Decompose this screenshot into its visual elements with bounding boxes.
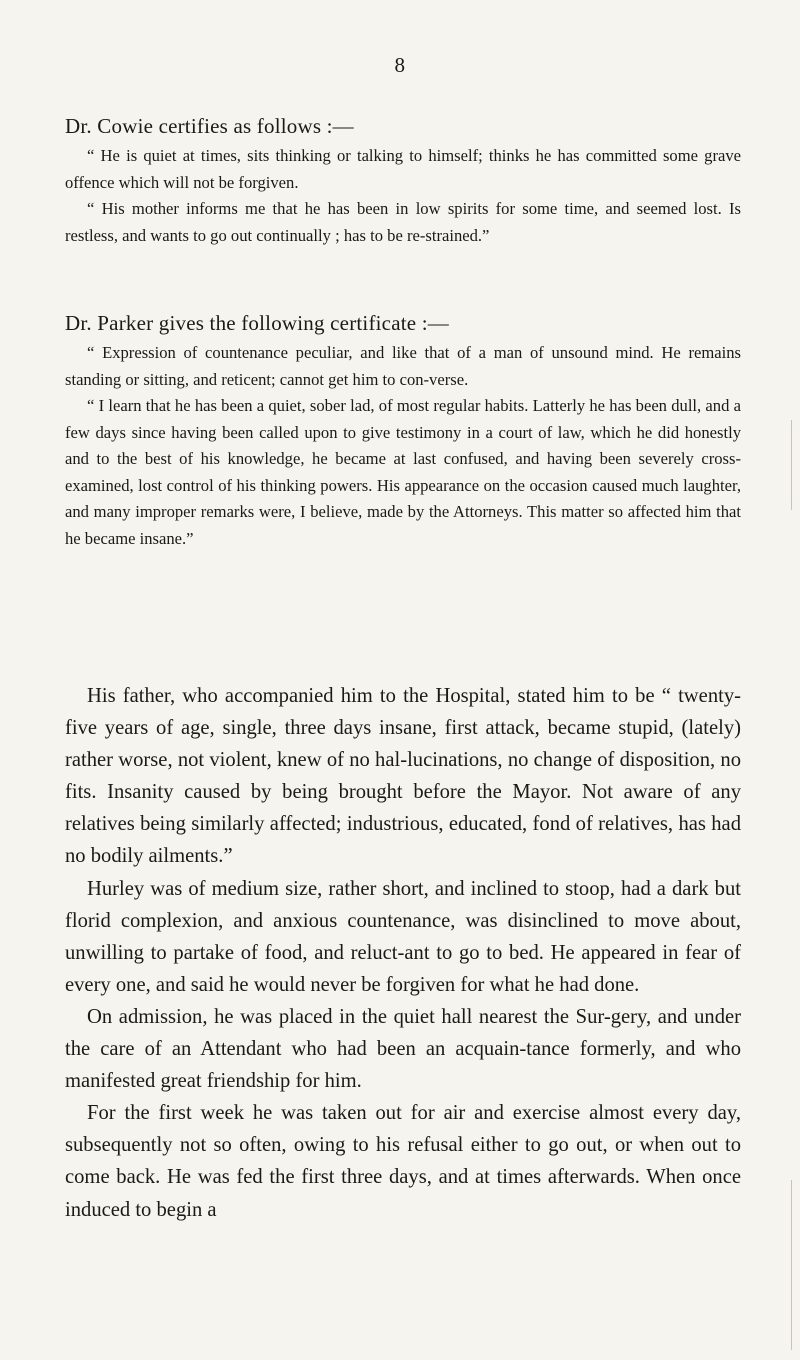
page-number: 8	[394, 53, 406, 77]
body-paragraph: For the first week he was taken out for air and exercise almost every day, subsequently not so often, owing to his refusal either to go out, or when out to come back. He was fed the first three days, and at times afterwards. When once induced to begin a	[65, 1102, 741, 1221]
quote-paragraph: “ I learn that he has been a quiet, sober lad, of most regular habits. Latterly he has been dull, and a few days since having been called upon to give testimony in a court of law, which he did honestly and to the best of his knowledge, he became at last confused, and having been severely cross-examined, lost control of his thinking powers. His appearance on the occasion caused much laughter, and many improper remarks were, I believe, made by the Attorneys. This matter so affected him that he became insane.”	[65, 396, 741, 548]
section-heading: Dr. Parker gives the following certificate :—	[65, 311, 449, 335]
gutter-rule	[791, 420, 792, 510]
body-paragraph: On admission, he was placed in the quiet hall nearest the Sur-gery, and under the care of an Attendant who had been an acquain-tance formerly, and who manifested great friendship for him.	[65, 1005, 741, 1093]
quote-paragraph: “ Expression of countenance peculiar, and like that of a man of unsound mind. He remains standing or sitting, and reticent; cannot get him to con-verse.	[65, 343, 741, 389]
quote-paragraph: “ His mother informs me that he has been in low spirits for some time, and seemed lost. Is restless, and wants to go out continually ; has to be re-strained.”	[65, 199, 741, 245]
gutter-rule	[791, 1180, 792, 1350]
body-paragraph: Hurley was of medium size, rather short, and inclined to stoop, had a dark but florid complexion, and anxious countenance, was disinclined to move about, unwilling to partake of food, and reluct-ant to go to bed. He appeared in fear of every one, and said he would never be forgiven for what he had done.	[65, 877, 741, 996]
body-paragraph: His father, who accompanied him to the Hospital, stated him to be “ twenty-five years of age, single, three days insane, first attack, became stupid, (lately) rather worse, not violent, knew of no hal-lucinations, no change of disposition, no fits. Insanity caused by being brought before the Mayor. Not aware of any relatives being similarly affected; industrious, educated, fond of relatives, has had no bodily ailments.”	[65, 685, 741, 868]
section-case-narrative	[65, 680, 741, 1226]
section-heading: Dr. Cowie certifies as follows :—	[65, 114, 354, 138]
quote-paragraph: “ He is quiet at times, sits thinking or talking to himself; thinks he has committed some grave offence which will not be forgiven.	[65, 146, 741, 192]
section-parker-certificate	[65, 309, 741, 552]
section-cowie-certificate	[65, 112, 741, 249]
